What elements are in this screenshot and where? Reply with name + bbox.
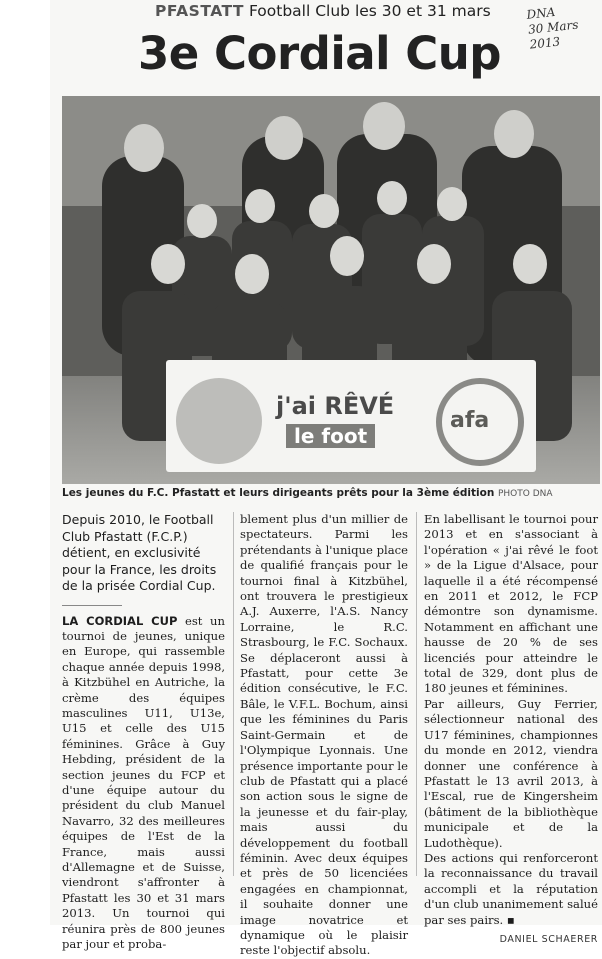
article-column-3	[424, 512, 598, 947]
banner-slogan-foot: le foot	[286, 424, 375, 448]
afa-logo-text: afa	[450, 408, 490, 433]
handwritten-date: 30 Mars	[527, 17, 580, 37]
article-intro: Depuis 2010, le Football Club Pfastatt (F.C.P.) détient, en exclusivité pour la France, les droits de la prisée Cordial Cup.	[62, 512, 217, 593]
article-headline: 3e Cordial Cup	[138, 27, 501, 80]
kicker-subtitle: Football Club les 30 et 31 mars	[248, 2, 491, 20]
afa-logo	[436, 378, 524, 466]
column-divider	[416, 512, 417, 876]
article-kicker	[155, 0, 555, 22]
article-lead: LA CORDIAL CUP	[62, 613, 178, 628]
article-body: est un tournoi de jeunes, unique en Europe, qui rassemble chaque année depuis 1998, à Kitzbühel en Autriche, la crème des équipes masculines U11, U13e, U15 et celle des U15 féminines. Grâce à Guy Hebding, président de la section jeunes du FCP et d'une équipe autour du président du club Manuel Navarro, 32 des meilleures équipes de l'Est de la France, mais aussi d'Allemagne et de Suisse, viendront s'affronter à Pfastatt les 30 et 31 mars 2013. Un tournoi qui réunira près de 800 jeunes par jour et proba-	[62, 613, 225, 952]
photo-caption	[62, 486, 600, 501]
handwritten-note	[526, 0, 602, 52]
article-paragraph: blement plus d'un millier de spectateurs. Parmi les prétendants à l'unique place de qualifié français pour le tournoi final à Kitzbühel, ont trouvera le prestigieux A.J. Auxerre, l'A.S. Nancy Lorraine, le R.C. Strasbourg, le F.C. Sochaux. Se déplaceront aussi à Pfastatt, pour cette 3e édition consécutive, le F.C. Bâle, le V.F.L. Bochum, ainsi que les féminines du Paris Saint-Germain et de l'Olympique Lyonnais. Une présence importante pour le club de Pfastatt qui a placé son action sous le signe de la jeunesse et du fair-play, mais aussi du développement du football féminin. Avec deux équipes et près de 50 licenciées engagées en championnat, il souhaite donner une image novatrice et dynamique où le plaisir reste l'objectif absolu.	[240, 512, 408, 958]
photo-banner	[166, 360, 536, 472]
caption-text: Les jeunes du F.C. Pfastatt et leurs dirigeants prêts pour la 3ème édition	[62, 487, 495, 499]
article-author: DANIEL SCHAERER	[499, 933, 598, 945]
banner-slogan: j'ai RÊVÉ	[276, 392, 395, 420]
article-paragraph: En labellisant le tournoi pour 2013 et en s'associant à l'opération « j'ai rêvé le foot » de la Ligue d'Alsace, pour laquelle il a été récompensé en 2011 et 2012, le FCP démontre son dynamisme. Notamment en affichant une hausse de 20 % de ses licenciés pour atteindre le total de 329, dont plus de 180 jeunes et féminines.	[424, 512, 598, 696]
handwritten-source: DNA	[525, 4, 556, 22]
article-paragraph: Par ailleurs, Guy Ferrier, sélectionneur national des U17 féminines, championnes du monde en 2012, viendra donner une conférence à Pfastatt le 13 avril 2013, à l'Escal, rue de Kingersheim (bâtiment de la bibliothèque municipale et de la Ludothèque).	[424, 696, 598, 850]
team-photo	[62, 96, 600, 484]
photo-credit: PHOTO DNA	[497, 489, 553, 499]
article-paragraph: Des actions qui renforceront la reconnaissance du travail accompli et la réputation d'un club unanimement salué par ses pairs. ▪	[424, 850, 598, 927]
banner-figures-logo	[176, 378, 262, 464]
article-paragraph	[62, 614, 225, 953]
article-column-2	[240, 512, 408, 959]
article-column-1	[62, 512, 225, 952]
intro-rule	[62, 605, 122, 606]
kicker-location: PFASTATT	[155, 2, 244, 20]
handwritten-year: 2013	[528, 34, 561, 52]
column-divider	[233, 512, 234, 876]
